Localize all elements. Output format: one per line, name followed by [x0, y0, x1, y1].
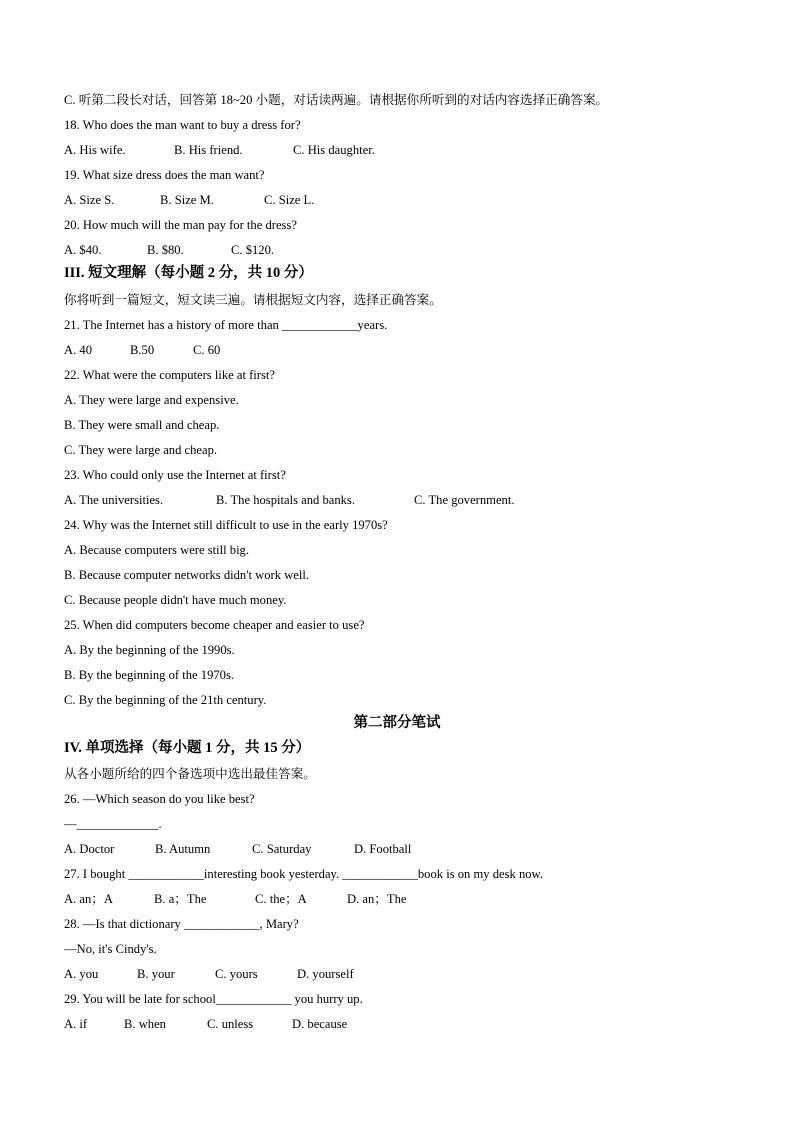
question-25-option-b: B. By the beginning of the 1970s. — [64, 668, 235, 682]
question-19-options — [64, 192, 314, 208]
section-iv-heading: IV. 单项选择（每小题 1 分，共 15 分） — [64, 740, 311, 756]
question-25-option-a: A. By the beginning of the 1990s. — [64, 643, 235, 657]
option-b: B.50 — [130, 343, 155, 357]
question-22: 22. What were the computers like at first? — [64, 368, 275, 382]
option-a: A. His wife. — [64, 143, 126, 157]
option-c: C. His daughter. — [293, 143, 375, 157]
option-a: A. if — [64, 1017, 88, 1031]
option-a: A. you — [64, 967, 99, 981]
question-28-options — [64, 966, 354, 982]
option-c: C. $120. — [231, 243, 275, 257]
question-23: 23. Who could only use the Internet at first? — [64, 468, 286, 482]
question-24-option-b: B. Because computer networks didn't work well. — [64, 568, 309, 582]
question-27-options — [64, 891, 406, 907]
section-iii-heading: III. 短文理解（每小题 2 分，共 10 分） — [64, 265, 313, 281]
question-27: 27. I bought ____________interesting book yesterday. ____________book is on my desk now. — [64, 867, 543, 881]
question-28-reply: —No, it's Cindy's. — [64, 942, 157, 956]
question-24-option-a: A. Because computers were still big. — [64, 543, 250, 557]
option-a: A. $40. — [64, 243, 102, 257]
question-21: 21. The Internet has a history of more than ____________years. — [64, 318, 388, 332]
option-a: A. an；A — [64, 892, 113, 906]
option-b: B. a；The — [154, 892, 207, 906]
option-a: A. Doctor — [64, 842, 115, 856]
option-b: B. The hospitals and banks. — [216, 493, 355, 507]
question-29: 29. You will be late for school____________ you hurry up. — [64, 992, 363, 1006]
option-a: A. 40 — [64, 343, 92, 357]
option-b: B. when — [124, 1017, 166, 1031]
section-iii-instruction: 你将听到一篇短文，短文读三遍。请根据短文内容，选择正确答案。 — [64, 293, 442, 307]
question-22-option-b: B. They were small and cheap. — [64, 418, 220, 432]
option-b: B. His friend. — [174, 143, 243, 157]
question-24: 24. Why was the Internet still difficult to use in the early 1970s? — [64, 518, 388, 532]
option-c: C. the；A — [255, 892, 307, 906]
question-19: 19. What size dress does the man want? — [64, 168, 265, 182]
question-26-options — [64, 841, 411, 857]
question-24-option-c: C. Because people didn't have much money. — [64, 593, 287, 607]
question-29-options — [64, 1016, 347, 1032]
question-18-options — [64, 142, 375, 158]
option-b: B. your — [137, 967, 175, 981]
question-20: 20. How much will the man pay for the dress? — [64, 218, 297, 232]
question-20-options — [64, 242, 274, 258]
option-c: C. Saturday — [252, 842, 312, 856]
question-25-option-c: C. By the beginning of the 21th century. — [64, 693, 267, 707]
option-b: B. Autumn — [155, 842, 211, 856]
option-a: A. The universities. — [64, 493, 164, 507]
question-23-options — [64, 492, 515, 508]
question-21-options — [64, 342, 220, 358]
question-25: 25. When did computers become cheaper and easier to use? — [64, 618, 365, 632]
option-d: D. because — [292, 1017, 348, 1031]
option-c: C. unless — [207, 1017, 254, 1031]
option-b: B. $80. — [147, 243, 184, 257]
part-two-title: 第二部分笔试 — [353, 715, 441, 731]
section-c-instruction: C. 听第二段长对话，回答第 18~20 小题，对话读两遍。请根据你所听到的对话内容选择正确答案。 — [64, 93, 609, 107]
option-c: C. yours — [215, 967, 258, 981]
option-c: C. The government. — [414, 493, 515, 507]
question-22-option-c: C. They were large and cheap. — [64, 443, 218, 457]
option-d: D. Football — [354, 842, 412, 856]
option-c: C. 60 — [193, 343, 221, 357]
question-26-answer-blank: —_____________. — [64, 817, 162, 831]
question-28: 28. —Is that dictionary ____________, Mary? — [64, 917, 299, 931]
option-d: D. an；The — [347, 892, 407, 906]
option-b: B. Size M. — [160, 193, 214, 207]
section-iv-instruction: 从各小题所给的四个备选项中选出最佳答案。 — [64, 767, 316, 781]
question-26: 26. —Which season do you like best? — [64, 792, 255, 806]
question-22-option-a: A. They were large and expensive. — [64, 393, 239, 407]
question-18: 18. Who does the man want to buy a dress for? — [64, 118, 301, 132]
option-c: C. Size L. — [264, 193, 315, 207]
option-d: D. yourself — [297, 967, 354, 981]
option-a: A. Size S. — [64, 193, 115, 207]
